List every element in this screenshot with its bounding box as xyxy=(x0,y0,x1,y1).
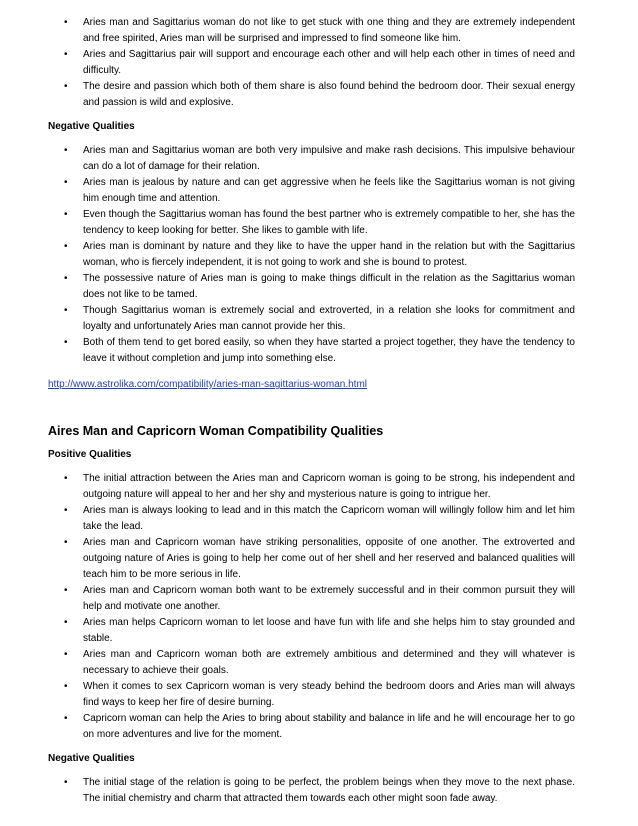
bullet-icon: • xyxy=(64,273,68,284)
bullet-icon: • xyxy=(64,145,68,156)
section2-positive-heading: Positive Qualities xyxy=(48,449,132,460)
list-item-text: When it comes to sex Capricorn woman is very steady behind the bedroom doors and Aries man will always find ways to keep her fire of desire burning. xyxy=(83,681,575,708)
list-item xyxy=(48,303,575,335)
list-item xyxy=(48,615,575,647)
bullet-icon: • xyxy=(64,209,68,220)
list-item xyxy=(48,535,575,583)
list-item xyxy=(48,47,575,79)
bullet-list-section2-negative xyxy=(48,775,575,807)
list-item xyxy=(48,207,575,239)
list-item xyxy=(48,79,575,111)
list-item-text: Capricorn woman can help the Aries to bring about stability and balance in life and he will encourage her to go on more adventures and live for the moment. xyxy=(83,713,575,740)
list-item xyxy=(48,239,575,271)
list-item-text: The possessive nature of Aries man is going to make things difficult in the relation as the Sagittarius woman does not like to be tamed. xyxy=(83,273,575,300)
list-item-text: Aries man and Sagittarius woman are both very impulsive and make rash decisions. This impulsive behaviour can do a lot of damage for their relation. xyxy=(83,145,575,172)
list-item-text: Though Sagittarius woman is extremely social and extroverted, in a relation she looks for commitment and loyalty and unfortunately Aries man cannot provide her this. xyxy=(83,305,575,332)
bullet-icon: • xyxy=(64,241,68,252)
list-item xyxy=(48,711,575,743)
list-item-text: The initial stage of the relation is going to be perfect, the problem beings when they move to the next phase. The initial chemistry and charm that attracted them towards each other might soon fade away. xyxy=(83,777,575,804)
list-item xyxy=(48,175,575,207)
list-item-text: Both of them tend to get bored easily, so when they have started a project together, they have the tendency to leave it without completion and jump into something else. xyxy=(83,337,575,364)
list-item xyxy=(48,679,575,711)
section1-negative-heading: Negative Qualities xyxy=(48,121,135,132)
list-item-text: Aries and Sagittarius pair will support and encourage each other and will help each other in times of need and difficulty. xyxy=(83,49,575,76)
list-item-text: Aries man is jealous by nature and can get aggressive when he feels like the Sagittarius woman is not giving him enough time and attention. xyxy=(83,177,575,204)
bullet-icon: • xyxy=(64,617,68,628)
bullet-icon: • xyxy=(64,17,68,28)
list-item-text: Aries man and Capricorn woman have striking personalities, opposite of one another. The extroverted and outgoing nature of Aries is going to help her come out of her shell and her reserved and balanced qualities will teach him to be more serious in life. xyxy=(83,537,575,580)
section2-negative-heading: Negative Qualities xyxy=(48,753,135,764)
list-item-text: Aries man and Capricorn woman both are extremely ambitious and determined and they will whatever is necessary to achieve their goals. xyxy=(83,649,575,676)
list-item xyxy=(48,647,575,679)
list-item-text: Aries man is dominant by nature and they like to have the upper hand in the relation but with the Sagittarius woman, who is fiercely independent, it is not going to work and she is bound to protest. xyxy=(83,241,575,268)
bullet-icon: • xyxy=(64,681,68,692)
bullet-list-section1-negative xyxy=(48,143,575,367)
list-item xyxy=(48,335,575,367)
list-item-text: Aries man helps Capricorn woman to let loose and have fun with life and she helps him to stay grounded and stable. xyxy=(83,617,575,644)
bullet-icon: • xyxy=(64,649,68,660)
bullet-icon: • xyxy=(64,337,68,348)
bullet-icon: • xyxy=(64,473,68,484)
bullet-icon: • xyxy=(64,81,68,92)
list-item-text: The desire and passion which both of them share is also found behind the bedroom door. Their sexual energy and passion is wild and explosive. xyxy=(83,81,575,108)
bullet-icon: • xyxy=(64,505,68,516)
bullet-list-section2-positive xyxy=(48,471,575,743)
list-item xyxy=(48,143,575,175)
list-item-text: The initial attraction between the Aries man and Capricorn woman is going to be strong, his independent and outgoing nature will appeal to her and her shy and mysterious nature is going to intrigue her. xyxy=(83,473,575,500)
bullet-icon: • xyxy=(64,537,68,548)
list-item-text: Even though the Sagittarius woman has found the best partner who is extremely compatible to her, she has the tendency to keep looking for better. She likes to gamble with life. xyxy=(83,209,575,236)
list-item-text: Aries man is always looking to lead and in this match the Capricorn woman will willingly follow him and let him take the lead. xyxy=(83,505,575,532)
bullet-icon: • xyxy=(64,713,68,724)
list-item xyxy=(48,271,575,303)
bullet-icon: • xyxy=(64,585,68,596)
list-item xyxy=(48,775,575,807)
bullet-icon: • xyxy=(64,305,68,316)
source-link[interactable]: http://www.astrolika.com/compatibility/aries-man-sagittarius-woman.html xyxy=(48,379,367,390)
list-item xyxy=(48,15,575,47)
list-item xyxy=(48,503,575,535)
bullet-icon: • xyxy=(64,49,68,60)
bullet-icon: • xyxy=(64,777,68,788)
list-item-text: Aries man and Sagittarius woman do not like to get stuck with one thing and they are extremely independent and free spirited, Aries man will be surprised and impressed to find someone like him. xyxy=(83,17,575,44)
list-item xyxy=(48,471,575,503)
bullet-icon: • xyxy=(64,177,68,188)
bullet-list-section1-positive xyxy=(48,15,575,111)
list-item-text: Aries man and Capricorn woman both want to be extremely successful and in their common pursuit they will help and motivate one another. xyxy=(83,585,575,612)
section2-heading: Aires Man and Capricorn Woman Compatibility Qualities xyxy=(48,424,384,438)
list-item xyxy=(48,583,575,615)
